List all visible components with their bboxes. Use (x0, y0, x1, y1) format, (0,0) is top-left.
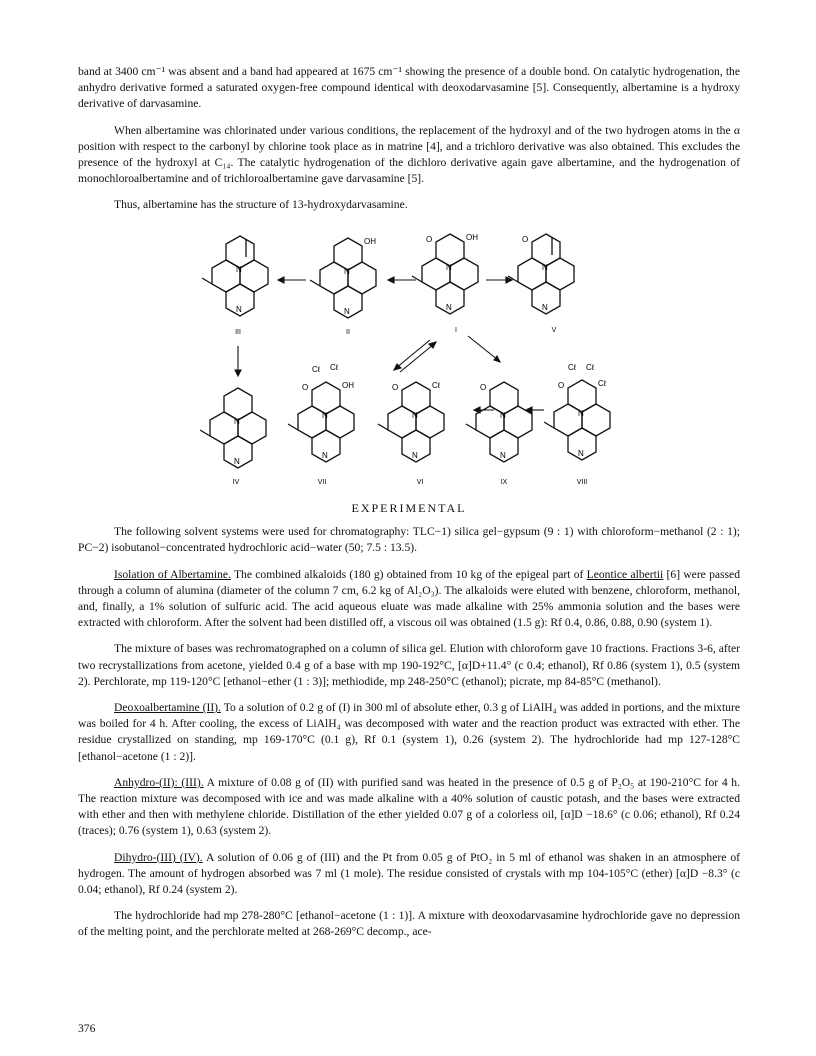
paragraph-rechromatography: The mixture of bases was rechromatographed on a column of silica gel. Elution with chloroform gave 10 fractions. Fractions 3-6, after two recrystallizations from acetone, yielded 0.4 g of a base with mp 190-192°C, [α]D+11.4° (c 0.4; ethanol), Rf 0.86 (system 1), 0.5 (system 2). Perchlorate, mp 119-120°C [ethanol−ether (1 : 3)]; methiodide, mp 248-250°C (ethanol); picrate, mp 84-85°C (methanol). (78, 642, 740, 688)
atom-n: N (542, 263, 548, 272)
top-text-block (78, 64, 740, 224)
structure-v (508, 234, 574, 314)
atom-n: N (542, 303, 548, 312)
paragraph-solvent-systems: The following solvent systems were used for chromatography: TLC−1) silica gel−gypsum (9 : 1) with chloroform−methanol (2 : 1); PC−2) isobutanol−concentrated hydrochloric acid−water (50; 7.5 : 13.5). (78, 525, 740, 555)
label-iii: III (235, 329, 241, 336)
label-v: V (551, 327, 557, 334)
atom-cl: Cℓ (586, 363, 595, 372)
subheading-deoxoalbertamine: Deoxoalbertamine (II). (114, 701, 221, 715)
atom-o: O (302, 383, 309, 392)
section-heading: EXPERIMENTAL (351, 501, 467, 515)
atom-n: N (446, 303, 452, 312)
structure-i (412, 233, 478, 314)
paragraph-deoxoalbertamine (78, 700, 740, 765)
structure-ii (310, 237, 376, 318)
label-ii: II (346, 329, 350, 336)
reaction-arrows (235, 277, 544, 413)
atom-cl: Cℓ (568, 363, 577, 372)
label-i: I (455, 327, 457, 334)
deoxo-text: To a solution of 0.2 g of (I) in 300 ml of absolute ether, 0.3 g of LiAlH₄ was added in portions, and the mixture was boiled for 4 h. After cooling, the excess of LiAlH₄ was decomposed with water and the reaction product was extracted with ether. The residue crystallized on standing, mp 169-170°C (0.1 g), Rf 0.1 (system 1), 0.26 (system 2). The hydrochloride had mp 127-128°C [ethanol−acetone (1 : 2)]. (78, 701, 740, 763)
subheading-anhydro: Anhydro-(II): (III). (114, 775, 204, 789)
atom-n: N (236, 265, 242, 274)
atom-n: N (412, 411, 418, 420)
isolation-text-1: The combined alkaloids (180 g) obtained from 10 kg of the epigeal part of (230, 567, 587, 581)
label-vii: VII (317, 479, 327, 486)
label-viii: VIII (576, 479, 588, 486)
atom-o: O (522, 235, 529, 244)
label-iv: IV (232, 479, 240, 486)
dihydro-text: A solution of 0.06 g of (III) and the Pt from 0.05 g of PtO₂ in 5 ml of ethanol was shaken in an atmosphere of hydrogen. The amount of hydrogen absorbed was 7 ml (1 mole). The residue consisted of crystals with mp 104-105°C (ether) [α]D −8.3° (c 0.04; ethanol), Rf 0.24 (system 2). (78, 850, 741, 897)
atom-n: N (344, 307, 350, 316)
atom-n: N (412, 451, 418, 460)
species-name: Leontice albertii (586, 567, 664, 581)
atom-cl: Cℓ (312, 365, 321, 374)
structure-vi (378, 381, 444, 462)
paragraph-conclusion: Thus, albertamine has the structure of 13-hydroxydarvasamine. (114, 198, 408, 212)
paragraph-chlorination: When albertamine was chlorinated under various conditions, the replacement of the hydroxyl and of the two hydrogen atoms in the α position with respect to the carbonyl by chlorine took place as in matrine [4], and a trichloro derivative was also obtained. This excludes the presence of the hydroxyl at C₁₄. The catalytic hydrogenation of the dichloro derivative again gave albertamine, and the hydrogenation of monochloroalbertamine and of trichloroalbertamine gave darvasamine [5]. (78, 123, 740, 186)
atom-n: N (234, 417, 240, 426)
atom-o: O (558, 381, 565, 390)
atom-n: N (322, 411, 328, 420)
atom-n: N (500, 451, 506, 460)
atom-n: N (236, 305, 242, 314)
atom-oh: OH (364, 237, 376, 246)
paragraph-isolation (78, 567, 740, 632)
atom-n: N (322, 451, 328, 460)
structure-viii (544, 363, 610, 460)
atom-oh: OH (466, 233, 478, 242)
atom-o: O (392, 383, 399, 392)
subheading-dihydro: Dihydro-(III) (IV). (114, 850, 203, 864)
atom-oh: OH (342, 381, 354, 390)
atom-cl: Cℓ (432, 381, 441, 390)
paragraph-ir-band: band at 3400 cm⁻¹ was absent and a band had appeared at 1675 cm⁻¹ showing the presence of a double bond. On catalytic hydrogenation, the anhydro derivative formed a saturated oxygen-free compound identical with deoxodarvasamine [5]. Consequently, albertamine is a hydroxy derivative of darvasamine. (78, 65, 740, 111)
atom-n: N (446, 263, 452, 272)
paragraph-hydrochloride: The hydrochloride had mp 278-280°C [ethanol−acetone (1 : 1)]. A mixture with deoxodarvasamine hydrochloride gave no depression of the melting point, and the perchlorate melted at 268-269°C decomp., ace- (78, 909, 740, 939)
atom-cl: Cℓ (598, 379, 607, 388)
isolation-text-2: [6] were passed through a column of alumina (diameter of the column 7 cm, 6.2 kg of Al₂O₃). The alkaloids were eluted with benzene, chloroform, methanol, and, finally, a 1% solution of sulfuric acid. The acid aqueous eluate was made alkaline with 25% ammonia solution and the bases were extracted with chloroform. After the solvent had been distilled off, a viscous oil was obtained (1.5 g): Rf 0.4, 0.86, 0.88, 0.90 (system 1). (78, 567, 740, 630)
structure-vii (288, 363, 354, 462)
atom-n: N (344, 267, 350, 276)
reaction-scheme (198, 222, 618, 492)
page-number: 376 (78, 1022, 96, 1035)
atom-o: O (426, 235, 433, 244)
paragraph-anhydro (78, 775, 740, 840)
label-vi: VI (416, 479, 424, 486)
atom-o: O (480, 383, 487, 392)
structure-ix (466, 382, 532, 462)
structure-iv (200, 388, 266, 468)
experimental-section (78, 500, 740, 951)
atom-n: N (500, 411, 506, 420)
atom-cl: Cℓ (330, 363, 339, 372)
structure-iii (202, 236, 268, 316)
atom-n: N (578, 449, 584, 458)
label-ix: IX (500, 479, 508, 486)
subheading-isolation: Isolation of Albertamine. (114, 567, 231, 581)
anhydro-text: A mixture of 0.08 g of (II) with purified sand was heated in the presence of 0.5 g of P₂O₅ at 190-210°C for 4 h. The reaction mixture was decomposed with ice and was made alkaline with a 40% solution of caustic potash, and the bases were extracted with ether and then with methylene chloride. Distillation of the ether yielded 0.07 g of a colorless oil, [α]D −18.6° (c 0.06; ethanol), Rf 0.24 (traces); 0.76 (system 1), 0.63 (system 2). (78, 775, 740, 838)
atom-n: N (234, 457, 240, 466)
paragraph-dihydro (78, 850, 740, 899)
atom-n: N (578, 409, 584, 418)
